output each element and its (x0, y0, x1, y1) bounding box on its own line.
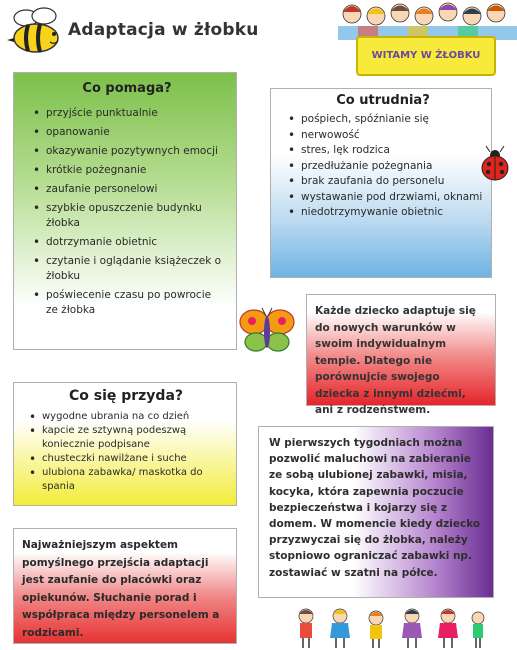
hinder-heading: Co utrudnia? (336, 93, 430, 108)
list-item: • chusteczki nawilżane i suche (24, 452, 228, 466)
useful-box (13, 382, 237, 506)
trust-text: Najważniejszym aspektem pomyślnego przejścia adaptacji jest zaufanie do placówki oraz opiekunów. Słuchanie porad i współpraca między personelem a rodzicami. (22, 539, 220, 639)
list-item: • nerwowość (283, 128, 483, 143)
list-item: • kapcie ze sztywną podeszwą koniecznie podpisane (24, 424, 228, 452)
help-list (28, 106, 226, 318)
list-item: • dotrzymanie obietnic (28, 235, 226, 250)
useful-list (24, 410, 228, 494)
list-item: • opanowanie (28, 125, 226, 140)
trust-box (13, 528, 237, 644)
ladybug-icon (478, 144, 512, 184)
list-item: • zaufanie personelowi (28, 182, 226, 197)
list-item: • okazywanie pozytywnych emocji (28, 144, 226, 159)
bee-icon (4, 4, 68, 58)
help-box (13, 72, 237, 350)
list-item: • wygodne ubrania na co dzień (24, 410, 228, 424)
list-item: • przedłużanie pożegnania (283, 159, 483, 174)
list-item: • krótkie pożegnanie (28, 163, 226, 178)
list-item: • stres, lęk rodzica (283, 143, 483, 158)
list-item: • czytanie i oglądanie książeczek o żłobku (28, 254, 226, 284)
first-weeks-text: W pierwszych tygodniach można pozwolić maluchowi na zabieranie ze sobą ulubionej zabawki, misia, kocyka, która zapewnia poczucie bezpieczeństwa i kojarzy się z domem. W momencie kiedy dziecko przyzwyczai się do żłobka, należy stopniowo ograniczać zabawki np. zostawiać w szatni na półce. (269, 437, 481, 579)
first-weeks-box (258, 426, 494, 598)
useful-heading: Co się przyda? (68, 388, 184, 404)
children-illustration-bottom (290, 604, 490, 650)
list-item: • wystawanie pod drzwiami, oknami (283, 190, 483, 205)
children-illustration-top (338, 0, 517, 40)
help-heading: Co pomaga? (82, 81, 172, 96)
hinder-list (283, 112, 483, 220)
pace-box (306, 294, 496, 416)
list-item: • szybkie opuszczenie budynku żłobka (28, 201, 226, 231)
welcome-banner: WITAMY W ŻŁOBKU (356, 36, 496, 76)
hinder-box (270, 88, 492, 278)
list-item: • brak zaufania do personelu (283, 174, 483, 189)
list-item: • ulubiona zabawka/ maskotka do spania (24, 466, 228, 494)
list-item: • pośpiech, spóźnianie się (283, 112, 483, 127)
list-item: • niedotrzymywanie obietnic (283, 205, 483, 220)
list-item: • poświecenie czasu po powrocie ze żłobka (28, 288, 226, 318)
list-item: • przyjście punktualnie (28, 106, 226, 121)
page-title: Adaptacja w żłobku (68, 20, 259, 40)
pace-text: Każde dziecko adaptuje się do nowych warunków w swoim indywidualnym tempie. Dlatego nie porównujcie swojego dziecka z innymi dziećmi, ani z rodzeństwem. (315, 305, 476, 416)
butterfly-icon (238, 306, 296, 356)
